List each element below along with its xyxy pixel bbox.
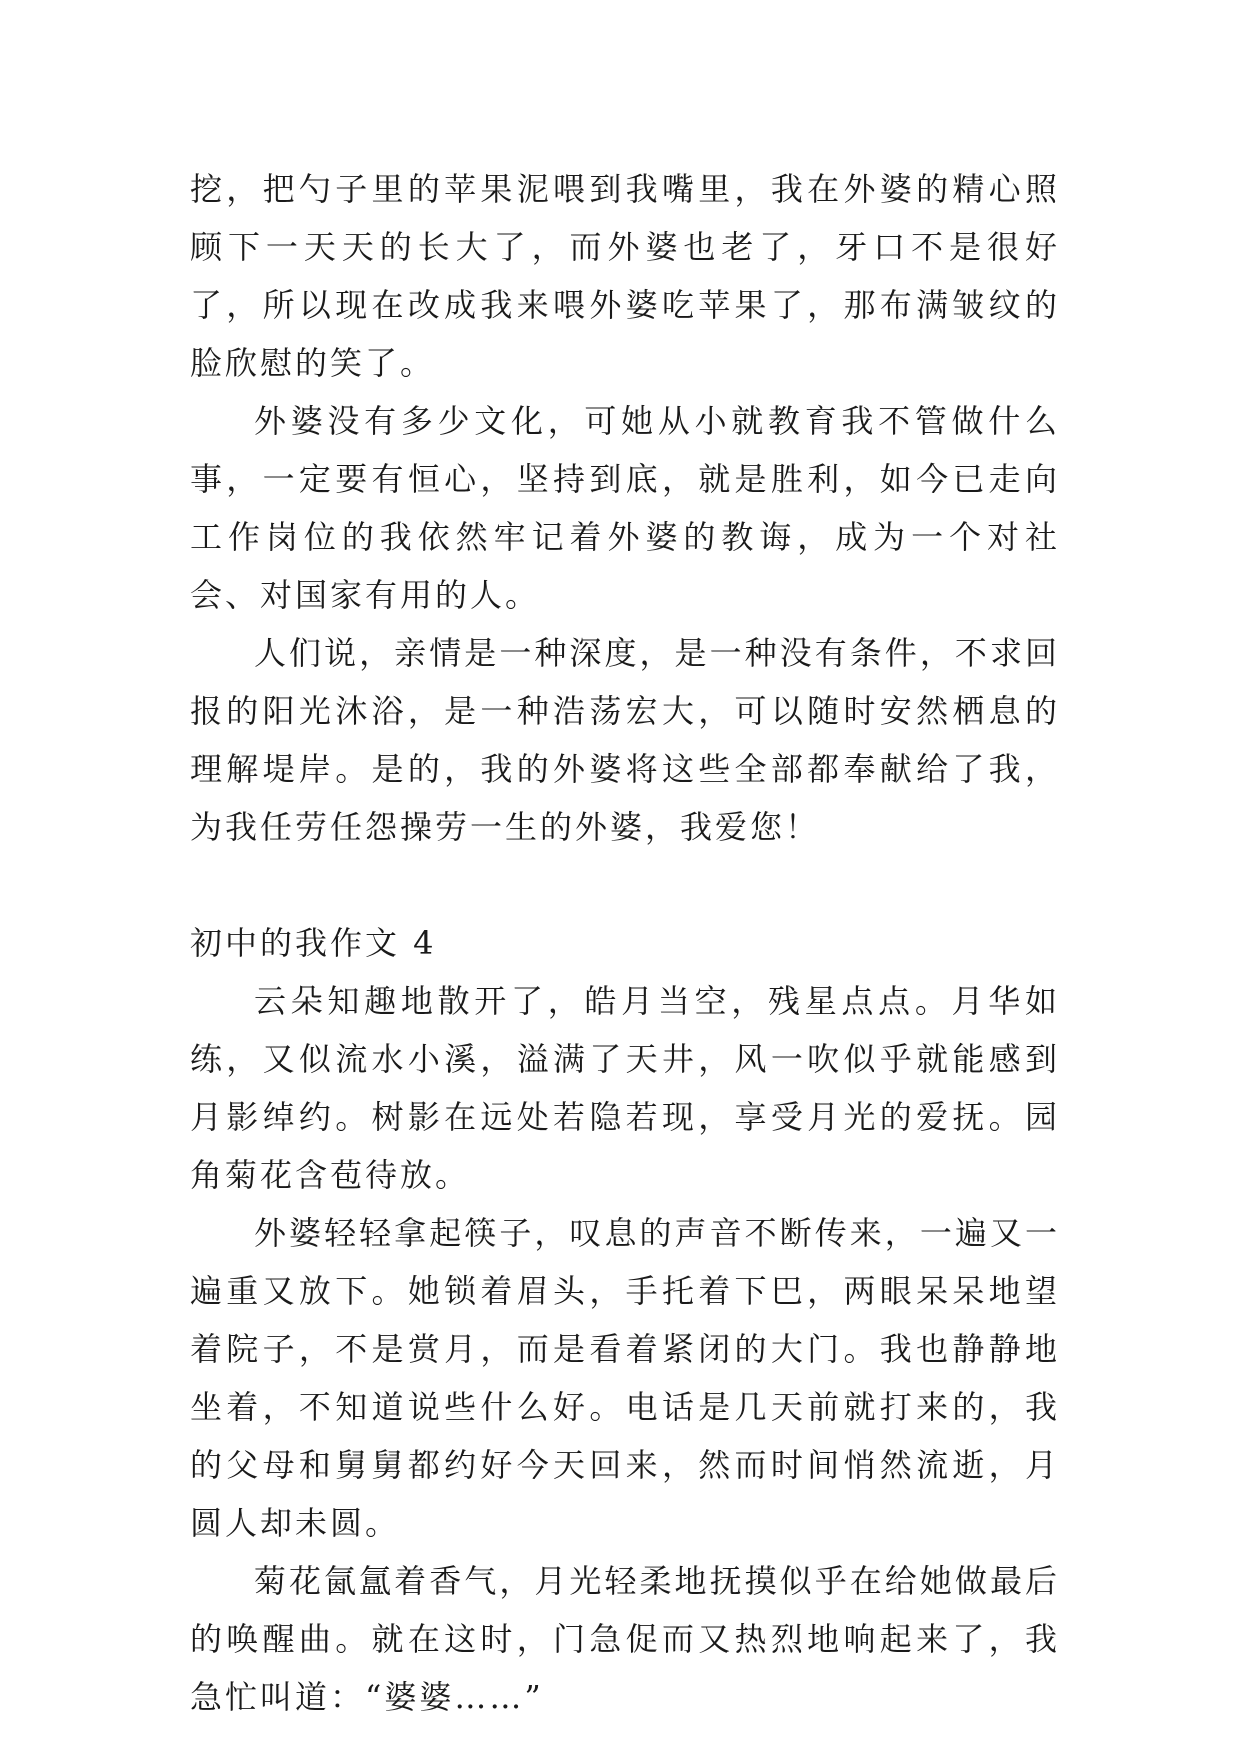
paragraph-continued: 挖，把勺子里的苹果泥喂到我嘴里，我在外婆的精心照顾下一天天的长大了，而外婆也老了，牙口不是很好了，所以现在改成我来喂外婆吃苹果了，那布满皱纹的脸欣慰的笑了。 [190, 170, 1060, 382]
section-heading: 初中的我作文 4 [190, 924, 437, 962]
paragraph: 外婆没有多少文化，可她从小就教育我不管做什么事，一定要有恒心，坚持到底，就是胜利，如今已走向工作岗位的我依然牢记着外婆的教诲，成为一个对社会、对国家有用的人。 [190, 402, 1060, 614]
document-body [190, 160, 1060, 1726]
paragraph: 云朵知趣地散开了，皓月当空，残星点点。月华如练，又似流水小溪，溢满了天井，风一吹似乎就能感到月影绰约。树影在远处若隐若现，享受月光的爱抚。园角菊花含苞待放。 [190, 982, 1060, 1194]
paragraph: 外婆轻轻拿起筷子，叹息的声音不断传来，一遍又一遍重又放下。她锁着眉头，手托着下巴，两眼呆呆地望着院子，不是赏月，而是看着紧闭的大门。我也静静地坐着，不知道说些什么好。电话是几天前就打来的，我的父母和舅舅都约好今天回来，然而时间悄然流逝，月圆人却未圆。 [190, 1214, 1060, 1542]
paragraph: 人们说，亲情是一种深度，是一种没有条件，不求回报的阳光沐浴，是一种浩荡宏大，可以随时安然栖息的理解堤岸。是的，我的外婆将这些全部都奉献给了我，为我任劳任怨操劳一生的外婆，我爱您！ [190, 634, 1060, 846]
paragraph: 菊花氤氲着香气，月光轻柔地抚摸似乎在给她做最后的唤醒曲。就在这时，门急促而又热烈地响起来了，我急忙叫道：“婆婆……” [190, 1562, 1060, 1716]
